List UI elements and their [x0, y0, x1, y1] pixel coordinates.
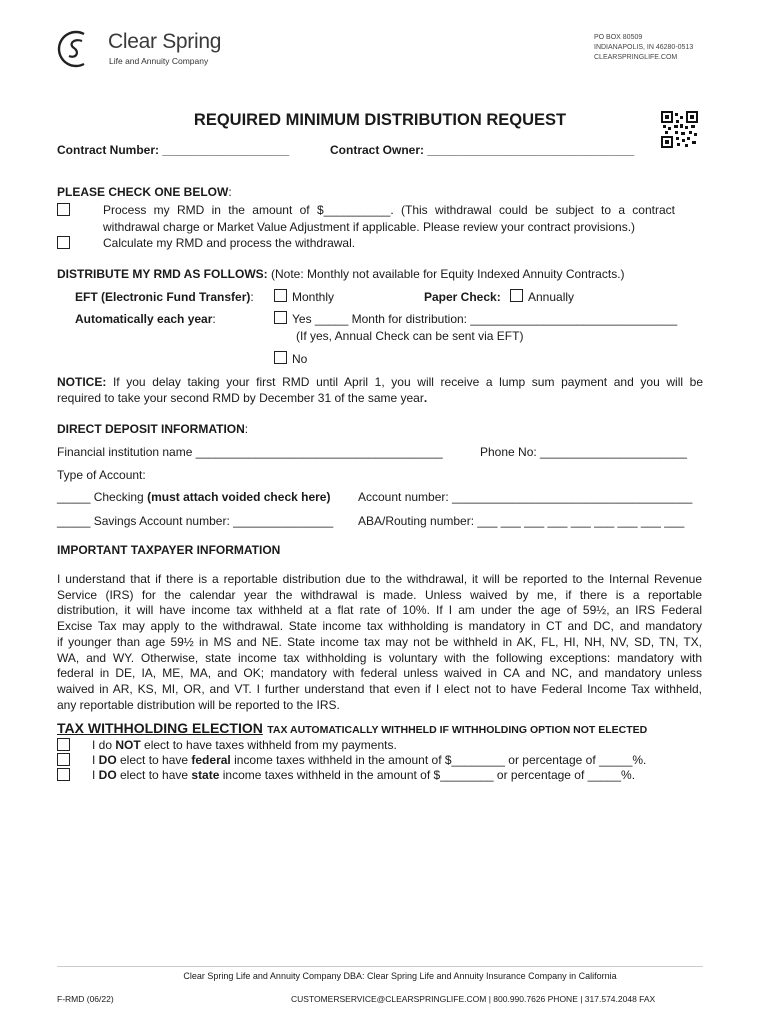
notice-line-2 [57, 391, 703, 405]
eft-label-text: EFT (Electronic Fund Transfer) [75, 290, 251, 304]
auto-each-year-label [75, 312, 216, 326]
opt3-b: DO [98, 768, 117, 782]
annually-label: Annually [528, 290, 575, 304]
aba-routing-field[interactable]: ABA/Routing number: ___ ___ ___ ___ ___ ___ ___ ___ ___ [358, 514, 685, 528]
taxpayer-line: distribution, it will have income tax withheld at a flat rate of 10%. If I am under the age of 59½, an IRS Federal [57, 603, 702, 618]
company-logo [54, 26, 254, 72]
rmd-amount-line-2: withdrawal charge or Market Value Adjustment if applicable. Please review your contract provisions.) [103, 220, 636, 234]
opt2-c: elect to have [116, 753, 192, 767]
distribute-note: (Note: Monthly not available for Equity Indexed Annuity Contracts.) [271, 267, 625, 281]
no-label: No [292, 352, 308, 366]
rmd-amount-option [103, 203, 675, 234]
rmd-amount-checkbox[interactable] [57, 203, 70, 216]
footer-dba: Clear Spring Life and Annuity Company DBA: Clear Spring Life and Annuity Insurance Company in California [183, 971, 617, 981]
notice-text-2: required to take your second RMD by December 31 of the same year [57, 391, 424, 405]
company-address [594, 33, 693, 63]
eft-label-colon: : [250, 290, 254, 304]
yes-month-field[interactable]: Yes _____ Month for distribution: _______________________________ [292, 312, 678, 326]
taxpayer-paragraph [57, 572, 702, 713]
taxpayer-line: any reportable distribution will be reported to the IRS. [57, 697, 340, 712]
taxpayer-line: Service (IRS) for the calendar year the withdrawal is made. Unless waived by me, if there is a reportable [57, 587, 702, 602]
calculate-rmd-option: Calculate my RMD and process the withdrawal. [103, 236, 356, 250]
taxpayer-line: Excise Tax may apply to the withdrawal. State income tax withholding is mandatory in CT and DC, and mandatory [57, 619, 702, 634]
address-line-1: PO BOX 80509 [594, 34, 643, 41]
opt2-a: I [92, 753, 99, 767]
opt3-d: state [191, 768, 220, 782]
type-of-account-label: Type of Account: [57, 468, 146, 482]
company-name: Clear Spring [108, 30, 222, 53]
savings-account-field[interactable]: _____ Savings Account number: _______________ [57, 514, 334, 528]
distribute-label: DISTRIBUTE MY RMD AS FOLLOWS: [57, 267, 268, 281]
calculate-rmd-checkbox[interactable] [57, 236, 70, 249]
yes-note: (If yes, Annual Check can be sent via EFT) [296, 329, 524, 343]
account-number-field[interactable]: Account number: ____________________________________ [358, 490, 693, 504]
voided-check-note: (must attach voided check here) [147, 490, 331, 504]
distribute-heading [57, 267, 625, 281]
no-withholding-option [92, 738, 397, 752]
withholding-title: TAX WITHHOLDING ELECTION [57, 720, 263, 736]
opt3-c: elect to have [116, 768, 192, 782]
checking-field[interactable] [57, 490, 330, 504]
direct-deposit-label: DIRECT DEPOSIT INFORMATION [57, 422, 245, 436]
monthly-checkbox[interactable] [274, 289, 287, 302]
taxpayer-line: if younger than age 59½ in MS and NE. State income tax may not be withheld in AK, FL, HI, NH, NV, SD, TN, TX, [57, 634, 702, 649]
no-withholding-checkbox[interactable] [57, 738, 70, 751]
footer-divider [57, 966, 703, 967]
notice-block [57, 375, 703, 405]
address-line-2: INDIANAPOLIS, IN 46280-0513 [594, 44, 694, 51]
opt3-a: I [92, 768, 99, 782]
rmd-amount-line-1: Process my RMD in the amount of $__________. (This withdrawal could be subject to a contract [103, 203, 675, 217]
contract-owner-field[interactable]: Contract Owner: _______________________________ [330, 143, 635, 157]
check-one-label: PLEASE CHECK ONE BELOW [57, 185, 229, 199]
address-line-3: CLEARSPRINGLIFE.COM [594, 54, 678, 61]
opt1-a: I do [92, 738, 116, 752]
taxpayer-line: waived in AR, KS, MI, OR, and VT. I further understand that even if I elect not to have Federal Income Tax withheld, [57, 681, 702, 696]
opt1-c: elect to have taxes withheld from my payments. [140, 738, 397, 752]
notice-label: NOTICE: [57, 375, 107, 389]
yes-checkbox[interactable] [274, 311, 287, 324]
contract-number-field[interactable]: Contract Number: ___________________ [57, 143, 290, 157]
opt1-b: NOT [115, 738, 141, 752]
opt2-b: DO [98, 753, 117, 767]
check-one-heading [57, 185, 232, 199]
opt3-e: income taxes withheld in the amount of $________ or percentage of _____%. [219, 768, 636, 782]
taxpayer-heading: IMPORTANT TAXPAYER INFORMATION [57, 543, 281, 557]
withholding-heading [57, 720, 647, 738]
direct-deposit-heading [57, 422, 248, 436]
footer-contact: CUSTOMERSERVICE@CLEARSPRINGLIFE.COM | 800.990.7626 PHONE | 317.574.2048 FAX [291, 994, 656, 1004]
auto-each-year-colon: : [212, 312, 216, 326]
page-title: REQUIRED MINIMUM DISTRIBUTION REQUEST [193, 111, 567, 129]
notice-period: . [423, 391, 428, 405]
notice-text-1: If you delay taking your first RMD until April 1, you will receive a lump sum payment and you will be [106, 375, 703, 389]
monthly-label: Monthly [292, 290, 335, 304]
eft-label [75, 290, 254, 304]
state-withholding-checkbox[interactable] [57, 768, 70, 781]
opt2-d: federal [191, 753, 231, 767]
company-subtitle: Life and Annuity Company [109, 56, 209, 66]
opt2-e: income taxes withheld in the amount of $________ or percentage of _____%. [230, 753, 647, 767]
state-withholding-option [92, 768, 635, 782]
auto-each-year-text: Automatically each year [75, 312, 213, 326]
phone-field[interactable]: Phone No: ______________________ [480, 445, 687, 459]
federal-withholding-checkbox[interactable] [57, 753, 70, 766]
notice-line-1 [57, 375, 703, 389]
financial-institution-field[interactable]: Financial institution name _____________________________________ [57, 445, 443, 459]
federal-withholding-option [92, 753, 646, 767]
direct-deposit-colon: : [244, 422, 249, 436]
form-id: F-RMD (06/22) [57, 994, 114, 1004]
no-checkbox[interactable] [274, 351, 287, 364]
logo-mark-icon [54, 26, 100, 72]
withholding-subtitle: TAX AUTOMATICALLY WITHHELD IF WITHHOLDING OPTION NOT ELECTED [267, 724, 648, 736]
taxpayer-line: I understand that if there is a reportable distribution due to the withdrawal, it will be reported to the Internal Revenue [57, 572, 702, 586]
annually-checkbox[interactable] [510, 289, 523, 302]
paper-check-label: Paper Check: [424, 290, 501, 304]
check-one-colon: : [228, 185, 232, 199]
taxpayer-line: WA, and WY. Otherwise, state income tax withholding is voluntary with the following exceptions: mandatory with [57, 650, 702, 665]
checking-text: _____ Checking [57, 490, 148, 504]
taxpayer-line: federal in DE, IA, ME, MA, and OK; mandatory with federal unless waived in CA and NC, and mandatory unless [57, 666, 702, 681]
